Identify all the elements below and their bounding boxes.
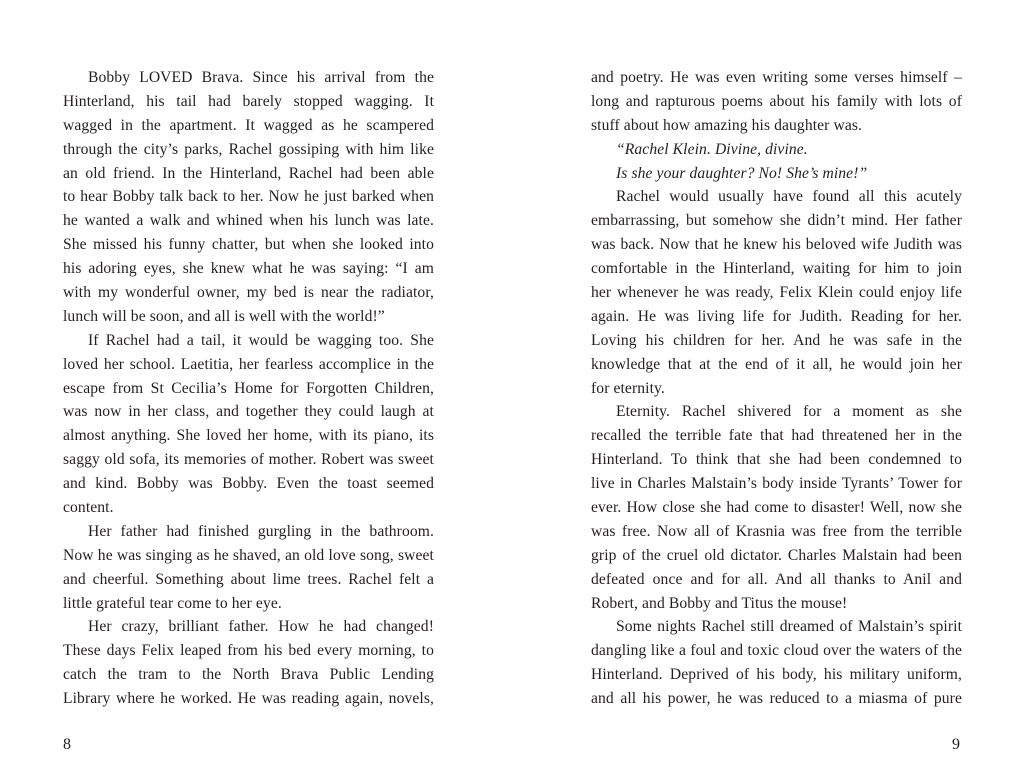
text-line: was now in her class, and together they could laugh at — [63, 403, 434, 421]
text-line: Her father had finished gurgling in the bathroom. — [88, 522, 434, 540]
right-page-number: 9 — [952, 736, 960, 753]
text-line: loved her school. Laetitia, her fearless accomplice in the — [63, 355, 434, 373]
text-line: Some nights Rachel still dreamed of Malstain’s spirit — [616, 618, 962, 636]
text-line: Rachel would usually have found all this acutely — [616, 188, 962, 206]
text-line: If Rachel had a tail, it would be wagging too. She — [88, 331, 434, 349]
text-line: her whenever he was ready, Felix Klein could enjoy life — [591, 284, 962, 302]
text-line: was back. Now that he knew his beloved wife Judith was — [591, 236, 962, 254]
text-line: Bobby LOVED Brava. Since his arrival from the — [88, 69, 434, 86]
text-line: embarrassing, but somehow she didn’t mind. Her father — [591, 212, 962, 230]
text-line: to hear Bobby talk back to her. Now he just barked when — [63, 188, 434, 206]
text-line: and kind. Bobby was Bobby. Even the toast seemed — [63, 475, 434, 493]
text-line: defeated once and for all. And all thanks to Anil and — [591, 570, 962, 588]
text-line: stuff about how amazing his daughter was. — [591, 116, 863, 134]
text-line: dangling like a foul and toxic cloud over the waters of the — [591, 642, 962, 660]
text-line: Her crazy, brilliant father. How he had changed! — [88, 618, 434, 636]
text-line: long and rapturous poems about his family with lots of — [591, 92, 962, 110]
left-page-text — [63, 66, 434, 711]
text-line: knowledge that at the end of it all, he would join her — [591, 355, 962, 373]
text-line: “Rachel Klein. Divine, divine. — [616, 140, 808, 158]
text-line: his adoring eyes, she knew what he was saying: “I am — [63, 260, 434, 278]
text-line: Hinterland. To think that she had been condemned to — [591, 451, 962, 469]
text-line: She missed his funny chatter, but when she looked into — [63, 236, 434, 254]
text-line: for eternity. — [591, 379, 665, 397]
text-line: with my wonderful owner, my bed is near the radiator, — [63, 284, 434, 302]
text-line: live in Charles Malstain’s body inside Tyrants’ Tower for — [591, 475, 962, 493]
text-line: grip of the cruel old dictator. Charles Malstain had been — [591, 546, 962, 564]
text-line: catch the tram to the North Brava Public Lending — [63, 666, 434, 684]
text-line: and poetry. He was even writing some verses himself – — [591, 69, 962, 86]
text-line: lunch will be soon, and all is well with the world!” — [63, 307, 385, 325]
text-line: escape from St Cecilia’s Home for Forgotten Children, — [63, 379, 434, 397]
text-line: almost anything. She loved her home, with its piano, its — [63, 427, 434, 445]
text-line: and all his power, he was reduced to a miasma of pure — [591, 690, 962, 708]
text-line: again. He was living life for Judith. Reading for her. — [591, 307, 962, 325]
text-line: he wanted a walk and whined when his lunch was late. — [63, 212, 434, 230]
left-page-number: 8 — [63, 736, 71, 753]
text-line: was free. Now all of Krasnia was free from the terrible — [591, 522, 962, 540]
text-line: ever. How close she had come to disaster! Well, now she — [591, 499, 962, 517]
text-line: an old friend. In the Hinterland, Rachel had been able — [63, 164, 434, 182]
text-line: comfortable in the Hinterland, waiting for him to join — [591, 260, 962, 278]
text-line: wagged in the apartment. It wagged as he scampered — [63, 116, 434, 134]
text-line: content. — [63, 499, 114, 517]
text-line: and cheerful. Something about lime trees. Rachel felt a — [63, 570, 434, 588]
text-line: Eternity. Rachel shivered for a moment as she — [616, 403, 962, 421]
text-line: Robert, and Bobby and Titus the mouse! — [591, 594, 848, 612]
text-line: through the city’s parks, Rachel gossiping with him like — [63, 140, 434, 158]
text-line: little grateful tear come to her eye. — [63, 594, 282, 612]
text-line: Hinterland, his tail had barely stopped wagging. It — [63, 92, 434, 110]
text-line: Now he was singing as he shaved, an old love song, sweet — [63, 546, 434, 564]
right-page-text — [591, 66, 962, 711]
text-line: saggy old sofa, its memories of mother. Robert was sweet — [63, 451, 434, 469]
text-line: Loving his children for her. And he was safe in the — [591, 331, 962, 349]
text-line: Hinterland. Deprived of his body, his military uniform, — [591, 666, 962, 684]
text-line: Library where he worked. He was reading again, novels, — [63, 690, 434, 708]
text-line: recalled the terrible fate that had threatened her in the — [591, 427, 962, 445]
text-line: Is she your daughter? No! She’s mine!” — [616, 164, 868, 182]
text-line: These days Felix leaped from his bed every morning, to — [63, 642, 434, 660]
